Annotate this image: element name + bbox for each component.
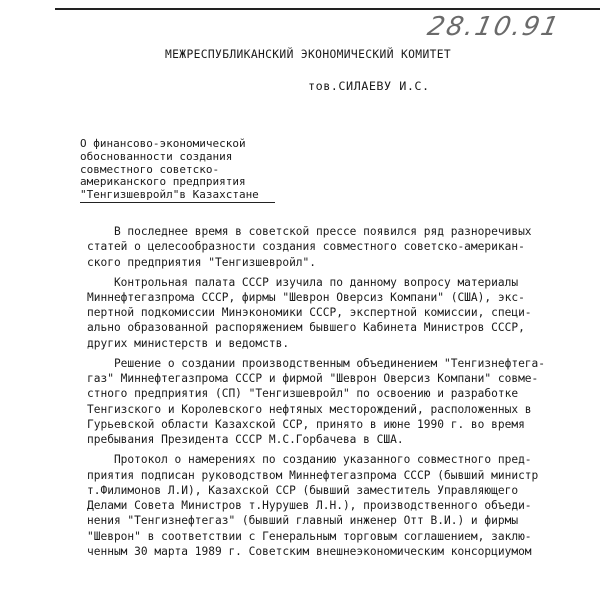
text-line: других министерств и ведомств. — [87, 336, 290, 350]
text-line: Протокол о намерениях по созданию указанного совместного пред- — [87, 453, 532, 467]
subject-line: совместного советско- — [80, 162, 220, 176]
text-line: пребывания Президента СССР М.С.Горбачева в США. — [87, 433, 404, 447]
paragraph — [87, 452, 587, 559]
text-line: Миннефтегазпрома СССР, фирмы "Шеврон Оверсиз Компани" (США), экс- — [87, 290, 525, 304]
text-line: Решение о создании производственным объединением "Тенгизнефтега- — [87, 356, 546, 370]
text-line: Тенгизского и Королевского нефтяных месторождений, расположенных в — [87, 402, 532, 416]
subject-underline — [80, 202, 275, 203]
subject-block — [80, 138, 259, 202]
text-line: стного предприятия (СП) "Тенгизшевройл" по освоению и разработке — [87, 387, 519, 401]
text-line: В последнее время в советской прессе появился ряд разноречивых — [87, 225, 532, 238]
text-line: т.Филимонов Л.И), Казахской ССР (бывший заместитель Управляющего — [87, 483, 519, 497]
text-line: Делами Совета Министров т.Нурушев Л.Н.), производственного объеди- — [87, 499, 532, 513]
paragraph — [87, 356, 587, 448]
text-line: Гурьевской области Казахской ССР, принято в июне 1990 г. во время — [87, 417, 525, 431]
addressee: тов.СИЛАЕВУ И.С. — [308, 79, 430, 93]
text-line: приятия подписан руководством Миннефтегазпрома СССР (бывший министр — [87, 468, 539, 482]
paragraph — [87, 275, 587, 351]
paragraph — [87, 224, 587, 270]
subject-line: обоснованности создания — [80, 149, 233, 163]
text-line: ского предприятия "Тенгизшевройл". — [87, 255, 317, 269]
text-line: нения "Тенгизнефтегаз" (бывший главный инженер Отт В.И.) и фирмы — [87, 514, 519, 528]
text-line: ально образованной распоряжением бывшего Кабинета Министров СССР, — [87, 321, 525, 335]
top-rule — [55, 8, 600, 10]
text-line: Контрольная палата СССР изучила по данному вопросу материалы — [87, 275, 519, 289]
text-line: пертной подкомиссии Минэкономики СССР, экспертной комиссии, специ- — [87, 306, 532, 320]
text-line: ченным 30 марта 1989 г. Советским внешнеэкономическим консорциумом — [87, 545, 532, 558]
text-line: "Шеврон" в соответствии с Генеральным торговым соглашением, заклю- — [87, 529, 532, 543]
subject-line: "Тенгизшевройл"в Казахстане — [80, 188, 259, 202]
text-line: газ" Миннефтегазпрома СССР и фирмой "Шеврон Оверсиз Компани" совме- — [87, 372, 539, 386]
subject-line: американского предприятия — [80, 175, 246, 189]
body-text — [87, 224, 587, 564]
text-line: статей о целесообразности создания совместного советско-американ- — [87, 240, 525, 254]
subject-line: О финансово-экономической — [80, 137, 246, 150]
organization-heading: МЕЖРЕСПУБЛИКАНСКИЙ ЭКОНОМИЧЕСКИЙ КОМИТЕТ — [165, 48, 452, 61]
handwritten-date: 28.10.91 — [424, 12, 563, 42]
